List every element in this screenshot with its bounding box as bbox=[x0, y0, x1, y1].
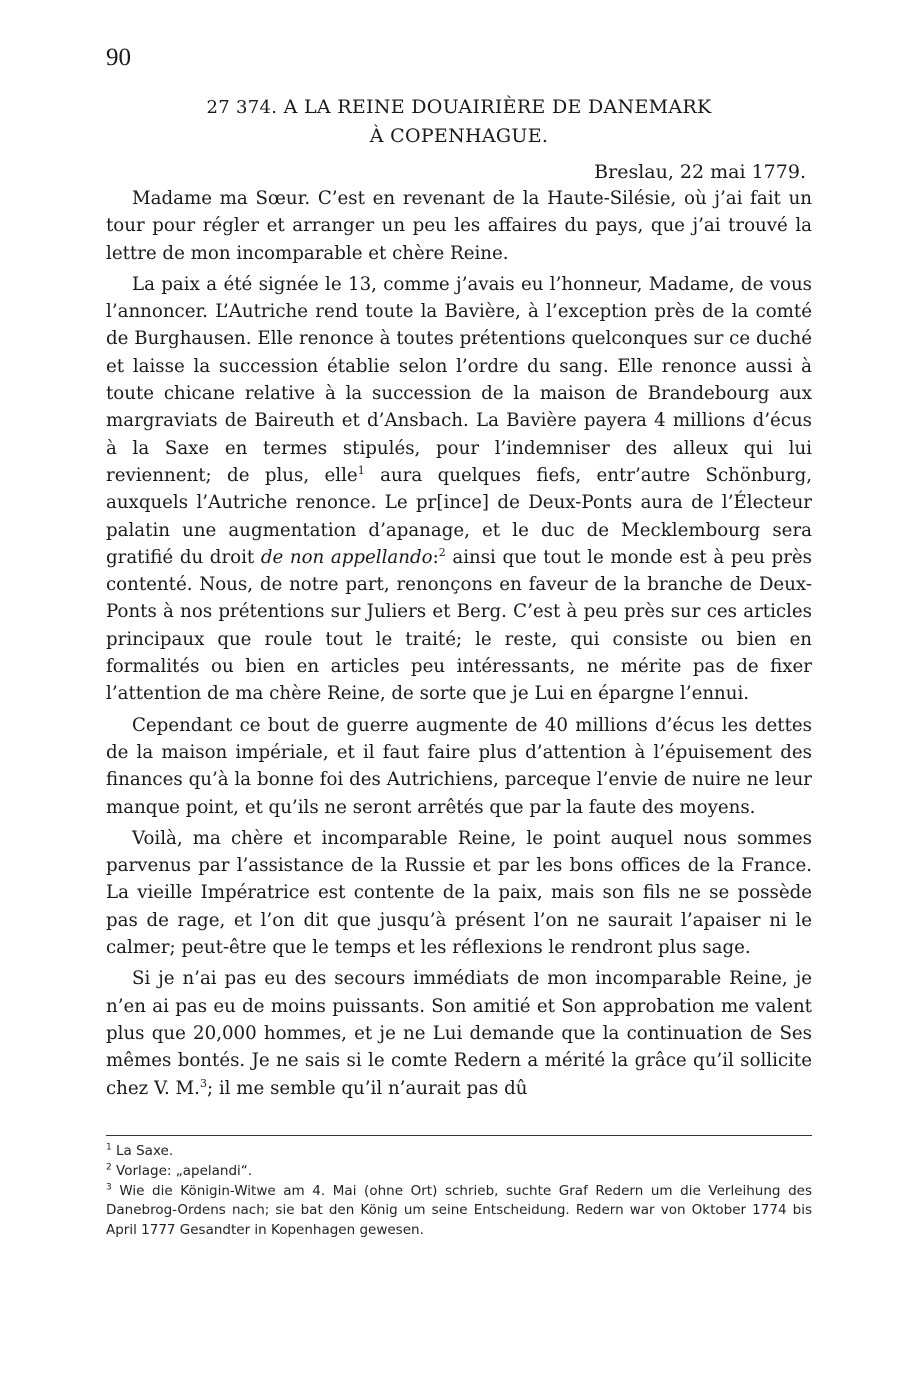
footnote-ref-2: 2 bbox=[438, 545, 446, 559]
footnote-2 bbox=[106, 1162, 812, 1182]
footnote-ref-1: 1 bbox=[357, 463, 365, 477]
heading-title-line-2: À COPENHAGUE. bbox=[369, 125, 549, 147]
paragraph-3: Cependant ce bout de guerre augmente de 40 millions d’écus les dettes de la maison impériale, et il faut faire plus d’attention à l’épuisement des finances qu’à la bonne foi des Autrichiens, parceque l’envie de nuire ne leur manque point, et qu’ils ne seront arrêtés que par la faute des moyens. bbox=[106, 714, 812, 818]
letter-number: 27 374. bbox=[206, 97, 278, 118]
footnote-3 bbox=[106, 1182, 812, 1241]
footnote-mark: 3 bbox=[106, 1182, 112, 1193]
footnotes bbox=[106, 1142, 812, 1241]
paragraph-5 bbox=[106, 965, 812, 1101]
paragraph-5-part-a: Si je n’ai pas eu des secours immédiats de mon incomparable Reine, je n’en ai pas eu de moins puissants. Son amitié et Son approbation me valent plus que 20,000 hommes, et je ne Lui demande que la continuation de Ses mêmes bontés. Je ne sais si le comte Redern a mérité la grâce qu’il sollicite chez V. M. bbox=[106, 968, 812, 1099]
footnote-mark: 1 bbox=[106, 1142, 112, 1153]
footnote-divider bbox=[106, 1135, 812, 1136]
paragraph-2-part-a: La paix a été signée le 13, comme j’avais eu l’honneur, Madame, de vous l’annoncer. L’Autriche rend toute la Bavière, à l’exception près de la comté de Burghausen. Elle renonce à toutes prétentions quelconques sur ce duché et laisse la succession établie selon l’ordre du sang. Elle renonce aussi à toute chicane relative à la succession de la maison de Brandebourg aux margraviats de Baireuth et d’Ansbach. La Bavière payera 4 millions d’écus à la Saxe en termes stipulés, pour l’indemniser des alleux qui lui reviennent; de plus, elle bbox=[106, 273, 812, 486]
heading-title-line-1: A LA REINE DOUAIRIÈRE DE DANEMARK bbox=[283, 96, 712, 118]
footnote-text: Wie die Königin-Witwe am 4. Mai (ohne Ort) schrieb, suchte Graf Redern um die Verleihung des Danebrog-Ordens nach; sie bat den König um seine Entscheidung. Redern war von Oktober 1774 bis April 1777 Gesandter in Kopenhagen gewesen. bbox=[106, 1182, 813, 1239]
letter-heading bbox=[106, 93, 812, 150]
footnote-mark: 2 bbox=[106, 1162, 112, 1173]
dateline: Breslau, 22 mai 1779. bbox=[594, 161, 806, 183]
paragraph-2 bbox=[106, 271, 812, 708]
paragraph-1: Madame ma Sœur. C’est en revenant de la Haute-Silésie, où j’ai fait un tour pour régler et arranger un peu les affaires du pays, que j’ai trouvé la lettre de mon incomparable et chère Reine. bbox=[106, 188, 812, 264]
page-number: 90 bbox=[106, 44, 131, 71]
letter-body bbox=[106, 185, 812, 1106]
italic-phrase: de non appellando bbox=[260, 546, 433, 568]
paragraph-4: Voilà, ma chère et incomparable Reine, le point auquel nous sommes parvenus par l’assistance de la Russie et par les bons offices de la France. La vieille Impératrice est contente de la paix, mais son fils ne se possède pas de rage, et l’on dit que jusqu’à présent l’on ne saurait l’apaiser ni le calmer; peut-être que le temps et les réflexions le rendront plus sage. bbox=[106, 827, 812, 959]
paragraph-2-part-b: aura quelques fiefs, entr’autre Schönburg, auxquels l’Autriche renonce. Le pr[ince] de Deux-Ponts aura de l’Électeur palatin une augmentation d’apanage, et le duc de Mecklembourg sera gratifié du droit bbox=[106, 464, 812, 568]
footnote-ref-3: 3 bbox=[199, 1076, 207, 1090]
heading-line-1 bbox=[106, 93, 812, 122]
footnote-1 bbox=[106, 1142, 812, 1162]
paragraph-2-colon: : bbox=[432, 546, 439, 568]
paragraph-2-part-c: ainsi que tout le monde est à peu près contenté. Nous, de notre part, renonçons en faveur de la branche de Deux-Ponts à nos prétentions sur Juliers et Berg. C’est à peu près sur ces articles principaux que roule tout le traité; le reste, qui consiste ou bien en formalités ou bien en articles peu intéressants, ne mérite pas de fixer l’attention de ma chère Reine, de sorte que je Lui en épargne l’ennui. bbox=[106, 546, 812, 705]
footnote-text: La Saxe. bbox=[116, 1143, 174, 1159]
footnote-text: Vorlage: „apelandi“. bbox=[116, 1162, 253, 1179]
paragraph-5-part-b: ; il me semble qu’il n’aurait pas dû bbox=[206, 1077, 528, 1099]
